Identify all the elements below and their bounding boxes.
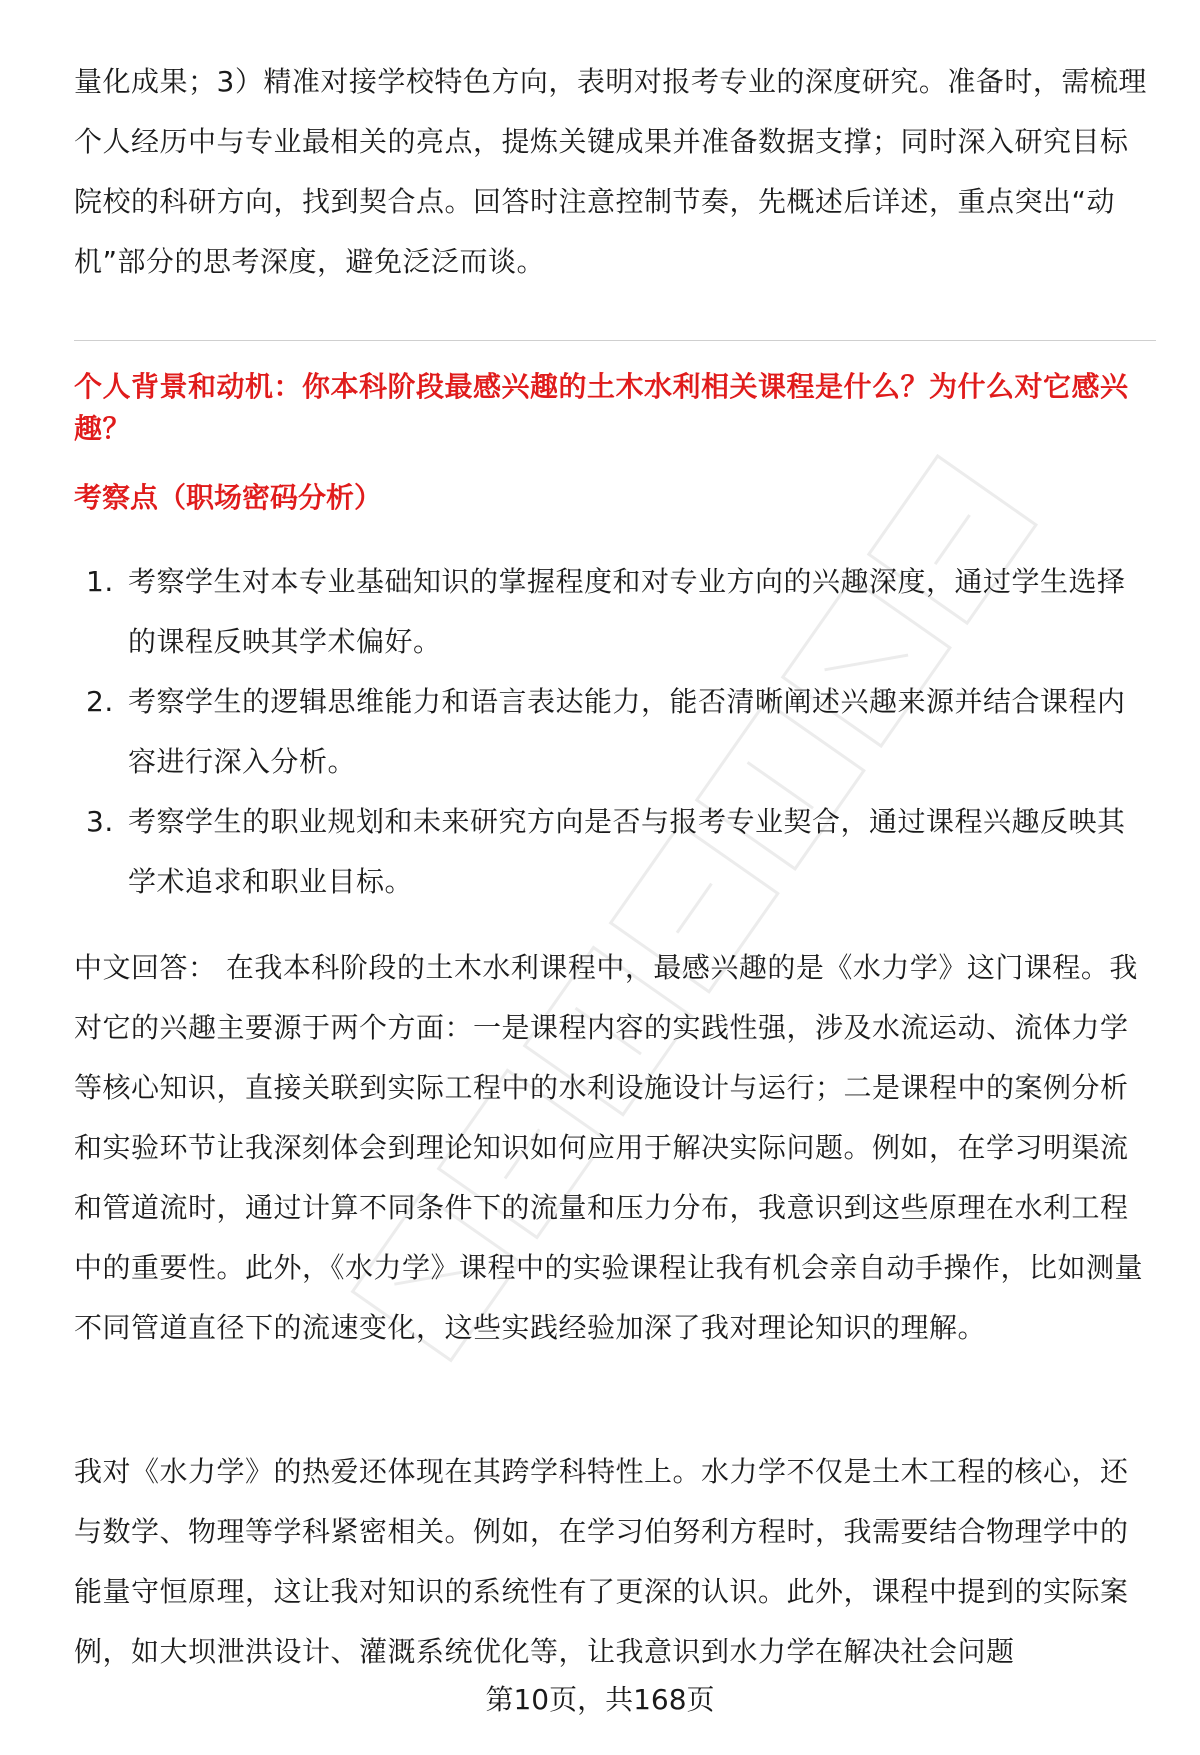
list-item-number: 3. <box>86 805 114 838</box>
answer-block-2 <box>74 1442 1150 1682</box>
exam-points-heading: 考察点（职场密码分析） <box>74 481 383 514</box>
page-number-footer: 第10页，共168页 <box>485 1683 715 1716</box>
list-item-number: 2. <box>86 685 114 718</box>
intro-block <box>74 52 1150 292</box>
answer-paragraph-2: 我对《水力学》的热爱还体现在其跨学科特性上。水力学不仅是土木工程的核心，还与数学、物理等学科紧密相关。例如，在学习伯努利方程时，我需要结合物理学中的能量守恒原理，这让我对知识的系统性有了更深的认识。此外，课程中提到的实际案例，如大坝泄洪设计、灌溉系统优化等，让我意识到水力学在解决社会问题 <box>74 1455 1129 1668</box>
section-divider <box>74 340 1156 341</box>
question-heading: 个人背景和动机：你本科阶段最感兴趣的土木水利相关课程是什么？为什么对它感兴趣？ <box>74 370 1129 445</box>
list-item <box>74 672 1150 792</box>
exam-points-list <box>74 552 1150 912</box>
list-item <box>74 552 1150 672</box>
list-item-text: 考察学生对本专业基础知识的掌握程度和对专业方向的兴趣深度，通过学生选择的课程反映其学术偏好。 <box>128 565 1126 658</box>
list-item-text: 考察学生的逻辑思维能力和语言表达能力，能否清晰阐述兴趣来源并结合课程内容进行深入分析。 <box>128 685 1126 778</box>
list-item <box>74 792 1150 912</box>
list-item-text: 考察学生的职业规划和未来研究方向是否与报考专业契合，通过课程兴趣反映其学术追求和职业目标。 <box>128 805 1126 898</box>
answer-paragraph-1: 中文回答： 在我本科阶段的土木水利课程中，最感兴趣的是《水力学》这门课程。我对它的兴趣主要源于两个方面：一是课程内容的实践性强，涉及水流运动、流体力学等核心知识，直接关联到实际工程中的水利设施设计与运行；二是课程中的案例分析和实验环节让我深刻体会到理论知识如何应用于解决实际问题。例如，在学习明渠流和管道流时，通过计算不同条件下的流量和压力分布，我意识到这些原理在水利工程中的重要性。此外，《水力学》课程中的实验课程让我有机会亲自动手操作，比如测量不同管道直径下的流速变化，这些实践经验加深了我对理论知识的理解。 <box>74 951 1144 1344</box>
list-item-number: 1. <box>86 565 114 598</box>
intro-paragraph: 量化成果；3）精准对接学校特色方向，表明对报考专业的深度研究。准备时，需梳理个人经历中与专业最相关的亮点，提炼关键成果并准备数据支撑；同时深入研究目标院校的科研方向，找到契合点。回答时注意控制节奏，先概述后详述，重点突出“动机”部分的思考深度，避免泛泛而谈。 <box>74 65 1147 278</box>
answer-block-1 <box>74 938 1150 1358</box>
